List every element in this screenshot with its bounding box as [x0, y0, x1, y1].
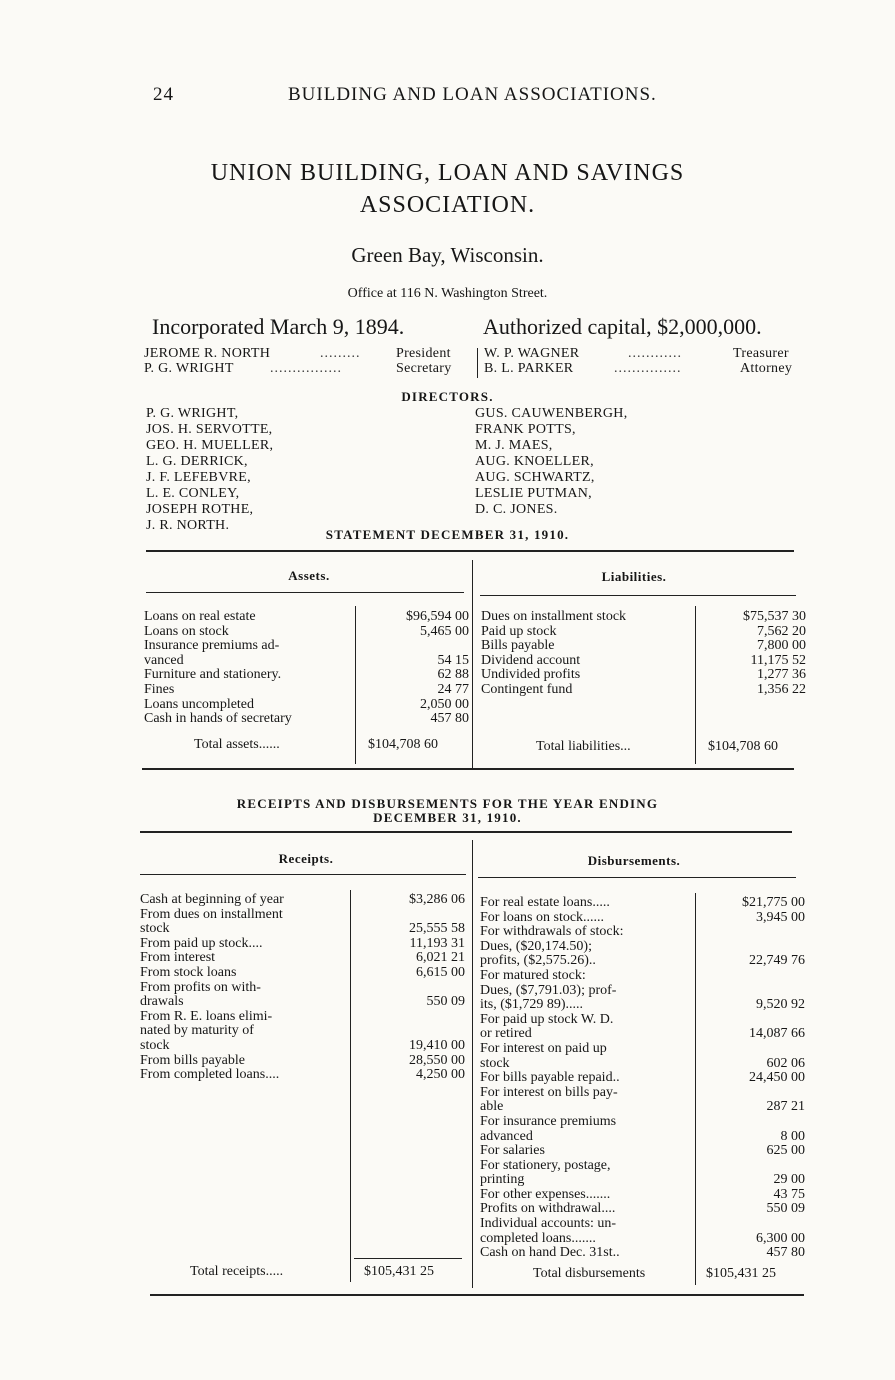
table-row [480, 940, 806, 955]
director: GUS. CAUWENBERGH, [475, 406, 628, 421]
director: JOSEPH ROTHE, [146, 502, 254, 517]
row-amount: 54 15 [437, 652, 469, 668]
table-rule [146, 592, 464, 593]
table-row [140, 981, 466, 996]
row-amount: 7,562 20 [757, 623, 806, 639]
director: LESLIE PUTMAN, [475, 486, 592, 501]
officer-president-title: President [396, 346, 451, 361]
row-label: Individual accounts: un- [480, 1217, 617, 1232]
row-amount: 6,021 21 [416, 950, 465, 966]
row-label: From profits on with- [140, 980, 261, 995]
row-amount: 22,749 76 [749, 953, 805, 969]
leader-dots: ................ [270, 361, 342, 376]
row-amount: $96,594 00 [406, 609, 469, 624]
row-label: For withdrawals of stock: [480, 925, 624, 940]
total-disbursements-amount: $105,431 25 [706, 1266, 776, 1281]
row-amount: 4,250 00 [416, 1067, 465, 1083]
table-rule [480, 595, 796, 596]
row-amount: 24 77 [437, 681, 469, 697]
liabilities-table [481, 610, 807, 698]
table-row [144, 698, 470, 713]
table-row [480, 1100, 806, 1115]
office-address: Office at 116 N. Washington Street. [347, 286, 548, 301]
row-label: completed loans....... [480, 1231, 596, 1246]
officer-attorney-name: B. L. PARKER [484, 361, 574, 376]
table-row [481, 668, 807, 683]
row-label: For bills payable repaid.. [480, 1071, 620, 1086]
row-label: able [480, 1100, 504, 1115]
director: GEO. H. MUELLER, [146, 438, 274, 453]
table-rule [140, 874, 466, 875]
table-row [480, 1232, 806, 1247]
table-divider [472, 560, 473, 770]
total-receipts-amount: $105,431 25 [364, 1264, 434, 1279]
page-number: 24 [153, 84, 174, 105]
leader-dots: ............ [628, 346, 682, 361]
row-label: From paid up stock.... [140, 936, 263, 951]
table-row [140, 922, 466, 937]
row-label: Cash in hands of secretary [144, 712, 292, 727]
row-amount: $75,537 30 [743, 609, 806, 624]
row-amount: 29 00 [773, 1172, 805, 1188]
officer-treasurer-name: W. P. WAGNER [484, 346, 580, 361]
table-row [481, 610, 807, 625]
director: M. J. MAES, [475, 438, 553, 453]
row-label: nated by maturity of [140, 1024, 254, 1039]
city: Green Bay, Wisconsin. [351, 243, 544, 267]
officer-attorney-title: Attorney [740, 361, 793, 376]
row-label: Cash on hand Dec. 31st.. [480, 1246, 620, 1261]
total-receipts-label: Total receipts..... [190, 1264, 284, 1279]
table-row [144, 639, 470, 654]
row-label: Fines [144, 682, 175, 697]
row-label: For stationery, postage, [480, 1158, 611, 1173]
row-label: Furniture and stationery. [144, 668, 282, 683]
row-label: Dividend account [481, 653, 581, 668]
row-amount: 1,277 36 [757, 667, 806, 683]
director: FRANK POTTS, [475, 422, 576, 437]
table-divider [472, 840, 473, 1288]
table-row [144, 610, 470, 625]
director: P. G. WRIGHT, [146, 406, 239, 421]
row-label: Dues, ($7,791.03); prof- [480, 983, 617, 998]
table-row [480, 1246, 806, 1261]
table-row [481, 639, 807, 654]
officer-president-name: JEROME R. NORTH [144, 346, 271, 361]
row-label: For matured stock: [480, 968, 586, 983]
row-amount: 11,175 52 [750, 652, 806, 668]
row-label: stock [140, 922, 170, 937]
row-label: For loans on stock...... [480, 910, 605, 925]
table-row [480, 1144, 806, 1159]
row-label: Dues, ($20,174.50); [480, 939, 592, 954]
row-amount: 24,450 00 [749, 1070, 805, 1086]
row-amount: 7,800 00 [757, 638, 806, 654]
director: J. R. NORTH. [146, 518, 230, 533]
row-label: printing [480, 1173, 525, 1188]
row-label: drawals [140, 995, 184, 1010]
officer-secretary-name: P. G. WRIGHT [144, 361, 234, 376]
receipts-table [140, 893, 466, 1083]
assets-table [144, 610, 470, 727]
row-label: From stock loans [140, 965, 237, 980]
table-rule [478, 877, 796, 878]
table-row [480, 1115, 806, 1130]
directors-right-list [475, 406, 628, 518]
table-row [144, 683, 470, 698]
table-row [480, 1027, 806, 1042]
table-row [144, 654, 470, 669]
table-row [480, 1188, 806, 1203]
table-row [140, 1024, 466, 1039]
table-row [144, 668, 470, 683]
row-label: From R. E. loans elimi- [140, 1009, 273, 1024]
row-label: Contingent fund [481, 682, 573, 697]
row-label: For insurance premiums [480, 1114, 617, 1129]
row-amount: 11,193 31 [409, 935, 465, 951]
row-amount: 9,520 92 [756, 997, 805, 1013]
table-row [140, 1010, 466, 1025]
row-label: Undivided profits [481, 668, 581, 683]
officer-secretary-title: Secretary [396, 361, 452, 376]
total-liabilities-label: Total liabilities... [536, 739, 631, 754]
table-row [480, 911, 806, 926]
row-amount: 2,050 00 [420, 696, 469, 712]
receipts-heading: Receipts. [278, 851, 334, 866]
table-row [481, 625, 807, 640]
row-amount: 550 09 [766, 1201, 805, 1217]
director: L. E. CONLEY, [146, 486, 240, 501]
director: AUG. KNOELLER, [475, 454, 594, 469]
row-label: its, ($1,729 89)..... [480, 998, 584, 1013]
row-amount: 602 06 [766, 1055, 805, 1071]
table-row [480, 984, 806, 999]
table-row [140, 893, 466, 908]
table-row [140, 995, 466, 1010]
director: J. F. LEFEBVRE, [146, 470, 251, 485]
table-row [480, 1057, 806, 1072]
row-label: Loans on stock [144, 624, 229, 639]
table-row [480, 1042, 806, 1057]
total-assets-label: Total assets...... [194, 737, 280, 752]
table-row [140, 966, 466, 981]
disbursements-heading: Disbursements. [587, 853, 681, 868]
row-label: For salaries [480, 1144, 545, 1159]
row-label: From interest [140, 951, 216, 966]
receipts-heading-line-1: RECEIPTS AND DISBURSEMENTS FOR THE YEAR ENDING [236, 796, 659, 811]
row-label: Dues on installment stock [481, 610, 627, 624]
total-liabilities-amount: $104,708 60 [708, 739, 778, 754]
running-title: BUILDING AND LOAN ASSOCIATIONS. [288, 84, 657, 105]
incorporated-date: Incorporated March 9, 1894. [152, 314, 405, 339]
row-amount: 28,550 00 [409, 1052, 465, 1068]
total-disbursements-label: Total disbursements [533, 1266, 646, 1281]
table-row [480, 1173, 806, 1188]
table-rule [150, 1294, 804, 1296]
row-label: vanced [144, 653, 184, 668]
director: L. G. DERRICK, [146, 454, 248, 469]
table-row [480, 1217, 806, 1232]
table-row [481, 654, 807, 669]
row-amount: 287 21 [766, 1099, 805, 1115]
table-row [140, 951, 466, 966]
row-amount: 6,300 00 [756, 1230, 805, 1246]
total-rule [354, 1258, 462, 1259]
row-label: For other expenses....... [480, 1187, 611, 1202]
table-rule [140, 831, 792, 833]
row-amount: 8 00 [780, 1128, 805, 1144]
table-row [480, 925, 806, 940]
table-rule [146, 550, 794, 552]
row-label: For real estate loans..... [480, 896, 610, 910]
row-label: Insurance premiums ad- [144, 639, 280, 654]
table-row [144, 625, 470, 640]
total-assets-amount: $104,708 60 [368, 737, 438, 752]
table-row [480, 896, 806, 911]
row-amount: 6,615 00 [416, 964, 465, 980]
table-row [481, 683, 807, 698]
title-line-2: ASSOCIATION. [359, 192, 536, 218]
officers-divider [477, 348, 478, 378]
table-rule [142, 768, 794, 770]
officer-treasurer-title: Treasurer [733, 346, 789, 361]
directors-left-list [146, 406, 273, 534]
row-label: or retired [480, 1027, 532, 1042]
row-amount: 14,087 66 [749, 1026, 805, 1042]
assets-heading: Assets. [288, 568, 330, 583]
table-row [480, 1071, 806, 1086]
row-label: Bills payable [481, 639, 555, 654]
director: AUG. SCHWARTZ, [475, 470, 595, 485]
title-line-1: UNION BUILDING, LOAN AND SAVINGS [210, 160, 685, 186]
row-amount: 43 75 [773, 1186, 805, 1202]
table-row [140, 1039, 466, 1054]
director: D. C. JONES. [475, 502, 558, 517]
table-row [480, 1086, 806, 1101]
leader-dots: ............... [614, 361, 682, 376]
row-label: For interest on paid up [480, 1041, 607, 1056]
row-amount: 5,465 00 [420, 623, 469, 639]
row-label: advanced [480, 1129, 533, 1144]
row-amount: $3,286 06 [409, 892, 465, 907]
row-amount: 25,555 58 [409, 921, 465, 937]
disbursements-table [480, 896, 806, 1261]
row-label: stock [140, 1038, 170, 1053]
row-label: From bills payable [140, 1053, 245, 1068]
statement-heading: STATEMENT DECEMBER 31, 1910. [325, 527, 570, 542]
row-amount: 625 00 [766, 1143, 805, 1159]
row-label: profits, ($2,575.26).. [480, 954, 596, 969]
table-row [140, 1054, 466, 1069]
row-amount: 457 80 [766, 1245, 805, 1261]
table-row [480, 998, 806, 1013]
table-row [480, 954, 806, 969]
row-amount: 457 80 [430, 711, 469, 727]
row-label: For paid up stock W. D. [480, 1012, 614, 1027]
row-label: Paid up stock [481, 624, 557, 639]
row-amount: 19,410 00 [409, 1037, 465, 1053]
table-row [140, 937, 466, 952]
table-row [140, 1068, 466, 1083]
row-label: From completed loans.... [140, 1068, 280, 1083]
liabilities-heading: Liabilities. [601, 569, 667, 584]
table-row [480, 1202, 806, 1217]
row-label: stock [480, 1056, 510, 1071]
receipts-heading-line-2: DECEMBER 31, 1910. [373, 810, 522, 825]
row-amount: 1,356 22 [757, 681, 806, 697]
row-amount: 3,945 00 [756, 909, 805, 925]
row-label: Loans on real estate [144, 610, 256, 624]
director: JOS. H. SERVOTTE, [146, 422, 273, 437]
table-row [144, 712, 470, 727]
directors-heading: DIRECTORS. [401, 389, 494, 404]
authorized-capital: Authorized capital, $2,000,000. [483, 314, 762, 339]
leader-dots: ......... [320, 346, 361, 361]
row-label: Cash at beginning of year [140, 893, 284, 907]
table-row [140, 908, 466, 923]
table-row [480, 1159, 806, 1174]
row-label: Loans uncompleted [144, 697, 255, 712]
table-row [480, 1130, 806, 1145]
row-label: For interest on bills pay- [480, 1085, 618, 1100]
row-label: Profits on withdrawal.... [480, 1202, 616, 1217]
table-row [480, 969, 806, 984]
row-amount: 62 88 [437, 667, 469, 683]
table-row [480, 1013, 806, 1028]
row-amount: 550 09 [426, 994, 465, 1010]
row-label: From dues on installment [140, 907, 283, 922]
row-amount: $21,775 00 [742, 895, 805, 910]
